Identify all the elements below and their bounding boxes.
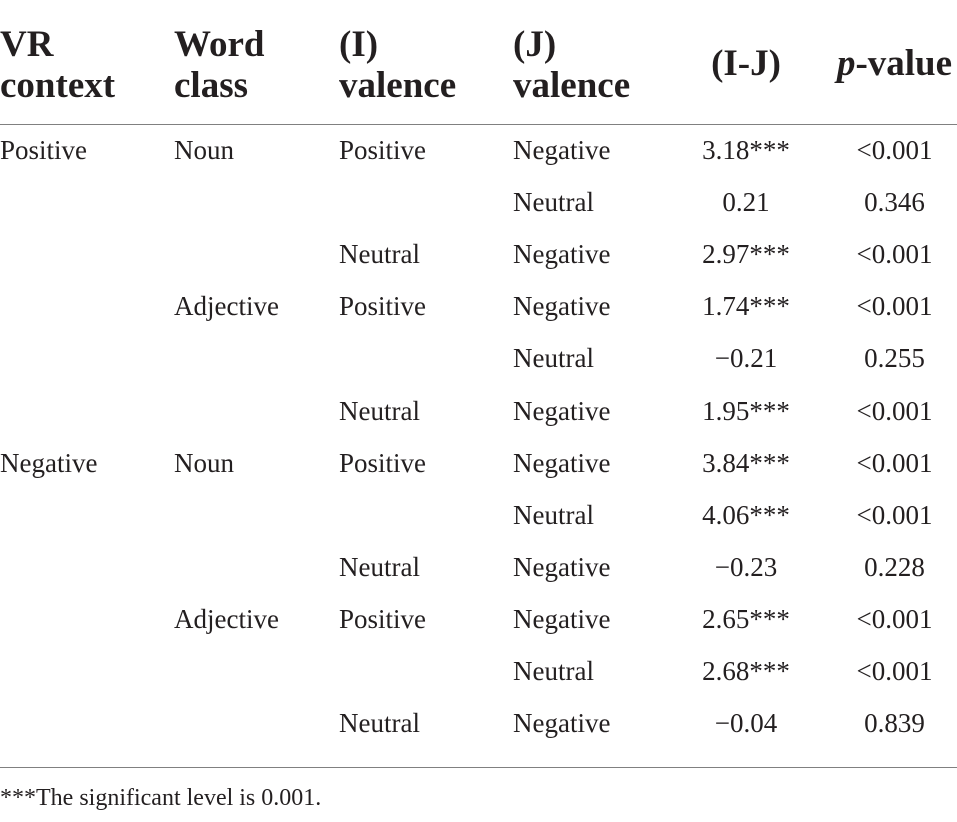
cell-j-valence: Neutral <box>513 500 594 530</box>
cell-j-valence: Negative <box>513 239 611 269</box>
header-p-value-italic: p <box>836 43 856 84</box>
header-vr-context <box>0 24 115 106</box>
header-vr-context-line1: VR <box>0 24 54 65</box>
cell-j-valence: Negative <box>513 604 611 634</box>
cell-vr-context: Negative <box>0 448 98 478</box>
cell-p-value: 0.255 <box>864 343 925 373</box>
header-rule <box>0 124 957 125</box>
header-i-valence <box>339 24 456 106</box>
cell-mean-difference: 2.97*** <box>702 239 790 269</box>
cell-p-value: <0.001 <box>856 656 933 686</box>
header-word-class <box>174 24 264 106</box>
cell-i-valence: Positive <box>339 135 427 165</box>
cell-vr-context: Positive <box>0 135 88 165</box>
cell-p-value: <0.001 <box>856 135 933 165</box>
cell-p-value: <0.001 <box>856 239 933 269</box>
cell-mean-difference: −0.23 <box>714 552 778 582</box>
header-p-value-rest: -value <box>855 43 953 84</box>
cell-i-valence: Neutral <box>339 239 420 269</box>
cell-mean-difference: 0.21 <box>722 187 770 217</box>
header-i-valence-line1: (I) <box>339 24 379 65</box>
cell-mean-difference: −0.04 <box>714 708 778 738</box>
bottom-rule <box>0 767 957 768</box>
cell-mean-difference: 1.95*** <box>702 396 790 426</box>
cell-i-valence: Neutral <box>339 396 420 426</box>
cell-p-value: <0.001 <box>856 448 933 478</box>
cell-p-value: <0.001 <box>856 500 933 530</box>
cell-p-value: <0.001 <box>856 396 933 426</box>
header-word-class-line2: class <box>174 65 248 106</box>
cell-i-valence: Positive <box>339 604 427 634</box>
cell-p-value: <0.001 <box>856 604 933 634</box>
cell-i-valence: Neutral <box>339 708 420 738</box>
cell-word-class: Noun <box>174 448 234 478</box>
header-vr-context-line2: context <box>0 65 116 106</box>
cell-j-valence: Neutral <box>513 656 594 686</box>
table-footnote: ***The significant level is 0.001. <box>0 785 322 811</box>
cell-p-value: 0.346 <box>864 187 925 217</box>
header-i-valence-line2: valence <box>339 65 457 106</box>
cell-j-valence: Neutral <box>513 187 594 217</box>
cell-p-value: <0.001 <box>856 291 933 321</box>
cell-j-valence: Negative <box>513 448 611 478</box>
header-i-minus-j-label: (I-J) <box>711 43 781 84</box>
header-j-valence <box>513 24 630 106</box>
cell-j-valence: Negative <box>513 291 611 321</box>
cell-p-value: 0.839 <box>864 708 925 738</box>
cell-p-value: 0.228 <box>864 552 925 582</box>
cell-i-valence: Neutral <box>339 552 420 582</box>
cell-mean-difference: 3.18*** <box>702 135 790 165</box>
cell-mean-difference: 2.68*** <box>702 656 790 686</box>
cell-j-valence: Negative <box>513 708 611 738</box>
cell-mean-difference: 3.84*** <box>702 448 790 478</box>
cell-j-valence: Negative <box>513 135 611 165</box>
cell-mean-difference: 4.06*** <box>702 500 790 530</box>
cell-word-class: Adjective <box>174 291 279 321</box>
cell-mean-difference: 1.74*** <box>702 291 790 321</box>
header-j-valence-line1: (J) <box>513 24 557 65</box>
cell-word-class: Noun <box>174 135 234 165</box>
cell-mean-difference: 2.65*** <box>702 604 790 634</box>
cell-word-class: Adjective <box>174 604 279 634</box>
header-j-valence-line2: valence <box>513 65 631 106</box>
header-i-minus-j <box>660 43 832 84</box>
cell-i-valence: Positive <box>339 291 427 321</box>
cell-j-valence: Negative <box>513 552 611 582</box>
cell-i-valence: Positive <box>339 448 427 478</box>
cell-mean-difference: −0.21 <box>714 343 778 373</box>
header-p-value <box>832 43 957 84</box>
cell-j-valence: Negative <box>513 396 611 426</box>
cell-j-valence: Neutral <box>513 343 594 373</box>
header-word-class-line1: Word <box>174 24 265 65</box>
